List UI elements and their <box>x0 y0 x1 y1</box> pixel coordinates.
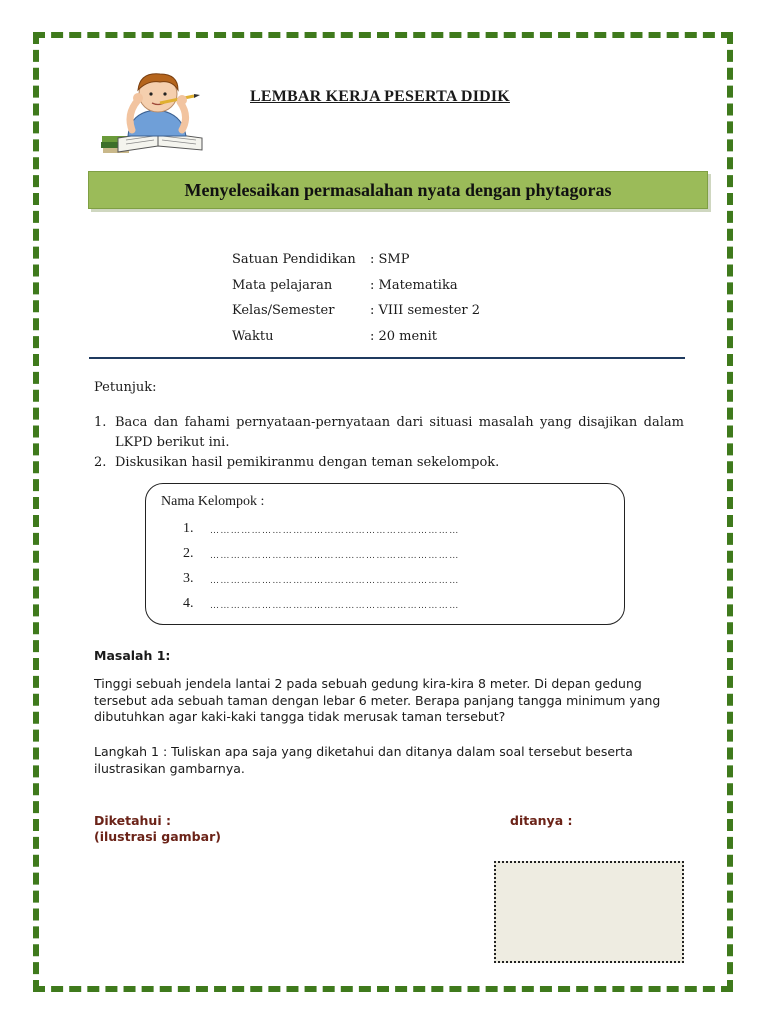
group-title: Nama Kelompok : <box>161 494 265 509</box>
problem-text: Tinggi sebuah jendela lantai 2 pada sebuah gedung kira-kira 8 meter. Di depan gedung tersebut ada sebuah taman dengan lebar 6 meter. Berapa panjang tangga minimum yang dibutuhkan agar kaki-kaki tangga tidak merusak taman tersebut? <box>94 676 661 724</box>
instruction-item <box>94 413 684 453</box>
info-row <box>232 329 480 355</box>
member-number: 1. <box>183 521 194 536</box>
instruction-item <box>94 453 684 473</box>
known-label: Diketahui : <box>94 813 171 828</box>
instruction-text: Baca dan fahami pernyataan-pernyataan dari situasi masalah yang disajikan dalam LKPD berikut ini. <box>115 415 684 450</box>
member-number: 2. <box>183 546 194 561</box>
step-instruction: Langkah 1 : Tuliskan apa saja yang diketahui dan ditanya dalam soal tersebut beserta ilustrasikan gambarnya. <box>94 744 633 776</box>
group-member-field[interactable] <box>183 546 460 562</box>
member-number: 3. <box>183 571 194 586</box>
info-row <box>232 252 480 278</box>
info-value: : SMP <box>370 252 410 267</box>
info-label: Kelas/Semester <box>232 303 335 318</box>
illustration-label: (ilustrasi gambar) <box>94 829 221 844</box>
instruction-number: 2. <box>94 455 107 470</box>
member-blank: ……………………………………………………………… <box>210 600 460 610</box>
asked-label: ditanya : <box>510 813 573 828</box>
topic-banner: Menyelesaikan permasalahan nyata dengan phytagoras <box>88 171 708 209</box>
info-row <box>232 303 480 329</box>
member-number: 4. <box>183 596 194 611</box>
info-table <box>232 252 480 354</box>
group-member-field[interactable] <box>183 596 460 612</box>
answer-box[interactable] <box>494 861 684 963</box>
info-row <box>232 278 480 304</box>
student-studying-illustration <box>98 70 216 158</box>
info-value: : VIII semester 2 <box>370 303 481 318</box>
instruction-text: Diskusikan hasil pemikiranmu dengan teman sekelompok. <box>115 455 500 470</box>
member-blank: ……………………………………………………………… <box>210 575 460 585</box>
instruction-number: 1. <box>94 415 107 430</box>
info-value: : 20 menit <box>370 328 437 344</box>
info-label: Satuan Pendidikan <box>232 252 356 267</box>
group-names-box <box>145 483 625 625</box>
info-value: : Matematika <box>370 277 458 293</box>
instructions-heading: Petunjuk: <box>94 380 157 395</box>
instructions-list <box>94 413 684 473</box>
section-divider <box>89 357 685 359</box>
member-blank: ……………………………………………………………… <box>210 550 460 560</box>
group-member-field[interactable] <box>183 571 460 587</box>
info-label: Mata pelajaran <box>232 277 333 293</box>
document-title: LEMBAR KERJA PESERTA DIDIK <box>250 88 510 105</box>
problem-heading: Masalah 1: <box>94 648 171 663</box>
info-label: Waktu <box>232 328 274 344</box>
group-member-field[interactable] <box>183 521 460 537</box>
member-blank: ……………………………………………………………… <box>210 525 460 535</box>
